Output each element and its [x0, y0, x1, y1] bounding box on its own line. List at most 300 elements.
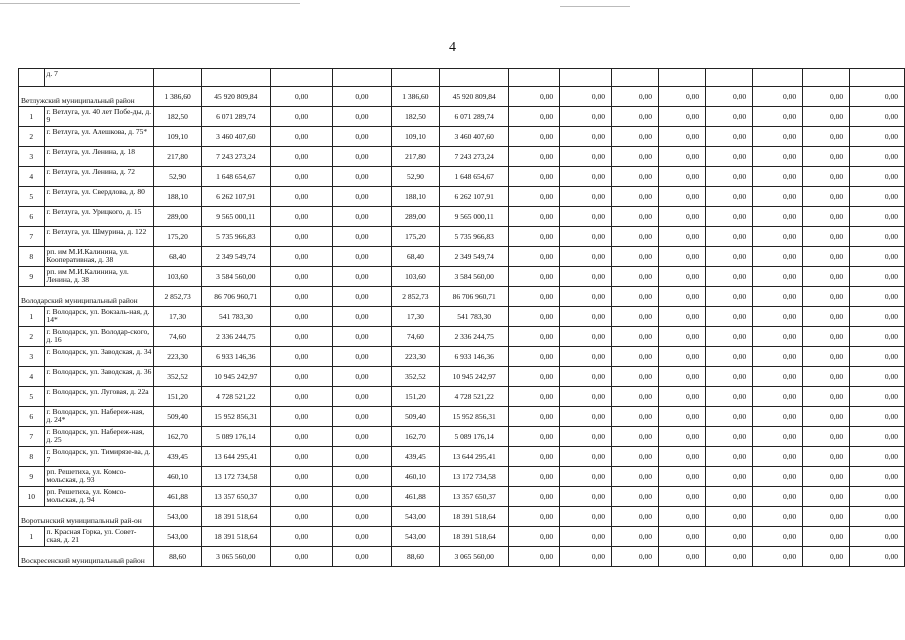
value-cell: 151,20 — [154, 387, 201, 407]
value-cell: 0,00 — [333, 487, 391, 507]
district-name-cell: Ветлужский муниципальный район — [19, 87, 154, 107]
address-cell: г. Ветлуга, ул. Алешкова, д. 75* — [44, 127, 154, 147]
row-number-cell: 1 — [19, 307, 45, 327]
value-cell: 0,00 — [803, 487, 850, 507]
value-cell: 0,00 — [333, 127, 391, 147]
value-cell: 217,80 — [391, 147, 439, 167]
value-cell: 103,60 — [154, 267, 201, 287]
value-cell — [612, 69, 659, 87]
value-cell: 0,00 — [509, 207, 560, 227]
row-number-cell: 3 — [19, 347, 45, 367]
value-cell: 439,45 — [154, 447, 201, 467]
value-cell: 6 933 146,36 — [201, 347, 270, 367]
value-cell: 0,00 — [270, 107, 332, 127]
value-cell: 0,00 — [850, 487, 905, 507]
value-cell: 0,00 — [560, 487, 612, 507]
value-cell: 0,00 — [560, 207, 612, 227]
value-cell: 0,00 — [270, 347, 332, 367]
value-cell: 223,30 — [154, 347, 201, 367]
value-cell: 13 172 734,58 — [201, 467, 270, 487]
value-cell: 0,00 — [333, 447, 391, 467]
group-total-row — [19, 547, 905, 567]
value-cell: 0,00 — [509, 127, 560, 147]
value-cell: 5 089 176,14 — [201, 427, 270, 447]
value-cell: 0,00 — [270, 447, 332, 467]
value-cell: 0,00 — [333, 167, 391, 187]
value-cell: 2 336 244,75 — [440, 327, 509, 347]
value-cell: 0,00 — [612, 387, 659, 407]
value-cell: 0,00 — [706, 467, 753, 487]
value-cell: 0,00 — [560, 147, 612, 167]
value-cell: 0,00 — [270, 507, 332, 527]
value-cell: 86 706 960,71 — [201, 287, 270, 307]
table-row — [19, 207, 905, 227]
value-cell: 0,00 — [333, 207, 391, 227]
value-cell: 0,00 — [753, 507, 803, 527]
value-cell: 0,00 — [612, 527, 659, 547]
value-cell: 0,00 — [753, 307, 803, 327]
value-cell: 0,00 — [560, 187, 612, 207]
value-cell: 0,00 — [560, 267, 612, 287]
value-cell: 6 071 289,74 — [201, 107, 270, 127]
value-cell: 461,88 — [391, 487, 439, 507]
row-number-cell: 5 — [19, 187, 45, 207]
district-name-cell: Володарский муниципальный район — [19, 287, 154, 307]
value-cell: 509,40 — [154, 407, 201, 427]
value-cell: 0,00 — [333, 247, 391, 267]
value-cell: 162,70 — [391, 427, 439, 447]
value-cell: 15 952 856,31 — [201, 407, 270, 427]
value-cell: 0,00 — [560, 547, 612, 567]
value-cell: 0,00 — [612, 367, 659, 387]
value-cell: 0,00 — [706, 407, 753, 427]
value-cell: 0,00 — [270, 467, 332, 487]
value-cell: 2 336 244,75 — [201, 327, 270, 347]
value-cell: 188,10 — [391, 187, 439, 207]
value-cell: 103,60 — [391, 267, 439, 287]
value-cell: 0,00 — [560, 327, 612, 347]
value-cell: 0,00 — [803, 367, 850, 387]
value-cell: 0,00 — [612, 507, 659, 527]
value-cell: 0,00 — [850, 267, 905, 287]
value-cell — [391, 69, 439, 87]
value-cell: 0,00 — [803, 347, 850, 367]
value-cell: 0,00 — [753, 247, 803, 267]
value-cell: 0,00 — [509, 307, 560, 327]
value-cell — [850, 69, 905, 87]
value-cell: 52,90 — [391, 167, 439, 187]
value-cell: 0,00 — [753, 547, 803, 567]
value-cell: 68,40 — [391, 247, 439, 267]
value-cell: 182,50 — [154, 107, 201, 127]
value-cell: 0,00 — [270, 327, 332, 347]
value-cell: 13 644 295,41 — [201, 447, 270, 467]
table-row — [19, 527, 905, 547]
value-cell: 0,00 — [659, 87, 706, 107]
value-cell: 0,00 — [659, 467, 706, 487]
value-cell: 0,00 — [659, 347, 706, 367]
value-cell: 0,00 — [270, 207, 332, 227]
value-cell: 0,00 — [509, 187, 560, 207]
value-cell: 188,10 — [154, 187, 201, 207]
value-cell: 3 460 407,60 — [201, 127, 270, 147]
table-row — [19, 487, 905, 507]
value-cell: 0,00 — [659, 107, 706, 127]
row-number-cell: 9 — [19, 467, 45, 487]
value-cell: 0,00 — [706, 507, 753, 527]
value-cell: 5 735 966,83 — [201, 227, 270, 247]
value-cell: 289,00 — [154, 207, 201, 227]
value-cell: 0,00 — [612, 227, 659, 247]
row-number-cell: 9 — [19, 267, 45, 287]
value-cell: 352,52 — [391, 367, 439, 387]
value-cell: 0,00 — [270, 287, 332, 307]
value-cell: 0,00 — [850, 367, 905, 387]
value-cell: 0,00 — [803, 187, 850, 207]
row-number-cell: 7 — [19, 427, 45, 447]
value-cell: 0,00 — [706, 327, 753, 347]
value-cell: 175,20 — [391, 227, 439, 247]
value-cell: 0,00 — [753, 227, 803, 247]
row-number-cell: 4 — [19, 367, 45, 387]
value-cell: 0,00 — [850, 167, 905, 187]
value-cell: 460,10 — [391, 467, 439, 487]
value-cell: 45 920 809,84 — [201, 87, 270, 107]
value-cell: 0,00 — [509, 407, 560, 427]
value-cell: 0,00 — [509, 107, 560, 127]
value-cell: 0,00 — [612, 147, 659, 167]
value-cell: 3 065 560,00 — [201, 547, 270, 567]
value-cell: 0,00 — [706, 267, 753, 287]
address-cell: г. Ветлуга, ул. Ленина, д. 72 — [44, 167, 154, 187]
value-cell: 0,00 — [612, 327, 659, 347]
value-cell: 0,00 — [612, 347, 659, 367]
value-cell: 0,00 — [850, 507, 905, 527]
value-cell: 0,00 — [560, 447, 612, 467]
value-cell: 0,00 — [270, 547, 332, 567]
address-cell: г. Володарск, ул. Володар-ского, д. 16 — [44, 327, 154, 347]
value-cell: 0,00 — [612, 107, 659, 127]
value-cell: 0,00 — [612, 207, 659, 227]
value-cell: 52,90 — [154, 167, 201, 187]
value-cell: 182,50 — [391, 107, 439, 127]
value-cell: 0,00 — [509, 327, 560, 347]
value-cell: 0,00 — [560, 367, 612, 387]
value-cell: 0,00 — [509, 267, 560, 287]
value-cell: 17,30 — [154, 307, 201, 327]
value-cell: 10 945 242,97 — [201, 367, 270, 387]
value-cell: 541 783,30 — [201, 307, 270, 327]
value-cell: 151,20 — [391, 387, 439, 407]
value-cell: 0,00 — [850, 527, 905, 547]
row-number-cell: 5 — [19, 387, 45, 407]
value-cell: 0,00 — [560, 247, 612, 267]
address-cell: г. Ветлуга, ул. Урицкого, д. 15 — [44, 207, 154, 227]
value-cell: 0,00 — [706, 427, 753, 447]
table-row — [19, 367, 905, 387]
value-cell: 0,00 — [659, 527, 706, 547]
row-number-cell: 1 — [19, 107, 45, 127]
value-cell: 1 648 654,67 — [201, 167, 270, 187]
row-number-cell: 1 — [19, 527, 45, 547]
value-cell: 0,00 — [659, 127, 706, 147]
value-cell: 6 262 107,91 — [201, 187, 270, 207]
value-cell: 0,00 — [850, 327, 905, 347]
table-row — [19, 247, 905, 267]
value-cell: 0,00 — [706, 87, 753, 107]
value-cell: 0,00 — [803, 107, 850, 127]
group-total-row — [19, 507, 905, 527]
value-cell: 2 349 549,74 — [440, 247, 509, 267]
value-cell: 0,00 — [803, 427, 850, 447]
value-cell: 0,00 — [803, 407, 850, 427]
value-cell: 4 728 521,22 — [201, 387, 270, 407]
value-cell: 0,00 — [659, 207, 706, 227]
value-cell: 0,00 — [706, 247, 753, 267]
value-cell: 0,00 — [753, 407, 803, 427]
value-cell: 0,00 — [659, 267, 706, 287]
address-cell: рп. им М.И.Калинина, ул. Ленина, д. 38 — [44, 267, 154, 287]
value-cell: 0,00 — [659, 307, 706, 327]
table-row — [19, 267, 905, 287]
value-cell: 0,00 — [753, 267, 803, 287]
value-cell — [509, 69, 560, 87]
row-number-cell: 10 — [19, 487, 45, 507]
value-cell: 0,00 — [706, 287, 753, 307]
address-cell: г. Володарск, ул. Заводская, д. 34 — [44, 347, 154, 367]
value-cell: 0,00 — [270, 247, 332, 267]
value-cell: 0,00 — [706, 147, 753, 167]
value-cell — [154, 69, 201, 87]
value-cell: 0,00 — [270, 187, 332, 207]
value-cell: 13 357 650,37 — [201, 487, 270, 507]
value-cell: 0,00 — [850, 107, 905, 127]
row-number-cell: 3 — [19, 147, 45, 167]
address-cell: г. Володарск, ул. Заводская, д. 36 — [44, 367, 154, 387]
value-cell: 0,00 — [659, 367, 706, 387]
value-cell: 13 172 734,58 — [440, 467, 509, 487]
value-cell: 0,00 — [803, 247, 850, 267]
value-cell: 0,00 — [850, 407, 905, 427]
value-cell: 0,00 — [509, 527, 560, 547]
value-cell: 109,10 — [154, 127, 201, 147]
table-row — [19, 327, 905, 347]
value-cell: 0,00 — [803, 127, 850, 147]
value-cell: 0,00 — [612, 127, 659, 147]
value-cell: 13 644 295,41 — [440, 447, 509, 467]
value-cell: 0,00 — [659, 167, 706, 187]
group-total-row — [19, 87, 905, 107]
value-cell: 0,00 — [560, 107, 612, 127]
value-cell: 6 933 146,36 — [440, 347, 509, 367]
value-cell: 68,40 — [154, 247, 201, 267]
value-cell — [753, 69, 803, 87]
value-cell: 0,00 — [659, 407, 706, 427]
value-cell: 0,00 — [803, 507, 850, 527]
value-cell: 0,00 — [753, 427, 803, 447]
value-cell: 0,00 — [803, 167, 850, 187]
value-cell: 2 349 549,74 — [201, 247, 270, 267]
value-cell: 0,00 — [509, 367, 560, 387]
value-cell: 0,00 — [612, 287, 659, 307]
value-cell: 0,00 — [560, 527, 612, 547]
value-cell: 0,00 — [803, 387, 850, 407]
value-cell: 9 565 000,11 — [440, 207, 509, 227]
value-cell: 223,30 — [391, 347, 439, 367]
value-cell: 289,00 — [391, 207, 439, 227]
value-cell: 0,00 — [803, 307, 850, 327]
value-cell: 0,00 — [270, 427, 332, 447]
value-cell: 0,00 — [612, 247, 659, 267]
table-row — [19, 427, 905, 447]
value-cell: 175,20 — [154, 227, 201, 247]
value-cell: 0,00 — [753, 207, 803, 227]
value-cell: 0,00 — [333, 427, 391, 447]
address-cell: рп. Решетиха, ул. Комсо-мольская, д. 94 — [44, 487, 154, 507]
address-cell: г. Володарск, ул. Набереж-ная, д. 24* — [44, 407, 154, 427]
value-cell: 543,00 — [154, 527, 201, 547]
value-cell: 0,00 — [333, 187, 391, 207]
address-cell: г. Ветлуга, ул. 40 лет Побе-ды, д. 9 — [44, 107, 154, 127]
value-cell: 0,00 — [560, 227, 612, 247]
value-cell: 7 243 273,24 — [201, 147, 270, 167]
value-cell: 86 706 960,71 — [440, 287, 509, 307]
value-cell: 0,00 — [270, 367, 332, 387]
value-cell: 0,00 — [270, 127, 332, 147]
value-cell: 460,10 — [154, 467, 201, 487]
address-cell: г. Ветлуга, ул. Ленина, д. 18 — [44, 147, 154, 167]
group-total-row — [19, 287, 905, 307]
table-row — [19, 167, 905, 187]
value-cell: 0,00 — [803, 207, 850, 227]
value-cell: 0,00 — [659, 487, 706, 507]
address-cell: рп. им М.И.Калинина, ул. Кооперативная, д. 38 — [44, 247, 154, 267]
value-cell: 0,00 — [509, 447, 560, 467]
value-cell: 0,00 — [560, 287, 612, 307]
value-cell: 18 391 518,64 — [440, 507, 509, 527]
value-cell — [659, 69, 706, 87]
value-cell: 0,00 — [850, 467, 905, 487]
value-cell: 0,00 — [333, 267, 391, 287]
value-cell: 0,00 — [753, 287, 803, 307]
value-cell: 543,00 — [391, 507, 439, 527]
address-cell: г. Володарск, ул. Набереж-ная, д. 25 — [44, 427, 154, 447]
row-number-cell: 6 — [19, 407, 45, 427]
table-row — [19, 227, 905, 247]
value-cell: 0,00 — [803, 87, 850, 107]
table-row — [19, 69, 905, 87]
value-cell: 3 460 407,60 — [440, 127, 509, 147]
value-cell: 509,40 — [391, 407, 439, 427]
value-cell: 541 783,30 — [440, 307, 509, 327]
value-cell: 88,60 — [154, 547, 201, 567]
value-cell: 0,00 — [509, 387, 560, 407]
value-cell: 0,00 — [706, 527, 753, 547]
address-cell: рп. Решетиха, ул. Комсо-мольская, д. 93 — [44, 467, 154, 487]
value-cell: 45 920 809,84 — [440, 87, 509, 107]
value-cell: 0,00 — [509, 87, 560, 107]
value-cell: 0,00 — [753, 527, 803, 547]
value-cell: 0,00 — [753, 87, 803, 107]
scan-edge-line — [560, 6, 630, 7]
value-cell: 461,88 — [154, 487, 201, 507]
data-table — [18, 68, 905, 567]
row-number-cell: 8 — [19, 447, 45, 467]
value-cell: 0,00 — [612, 187, 659, 207]
value-cell: 0,00 — [659, 327, 706, 347]
value-cell: 0,00 — [333, 367, 391, 387]
row-number-cell: 4 — [19, 167, 45, 187]
value-cell: 0,00 — [612, 267, 659, 287]
value-cell: 0,00 — [560, 127, 612, 147]
value-cell: 0,00 — [659, 287, 706, 307]
table-row — [19, 147, 905, 167]
value-cell: 0,00 — [612, 87, 659, 107]
value-cell: 109,10 — [391, 127, 439, 147]
value-cell: 5 735 966,83 — [440, 227, 509, 247]
value-cell: 0,00 — [333, 527, 391, 547]
address-cell: д. 7 — [44, 69, 154, 87]
value-cell: 0,00 — [803, 287, 850, 307]
value-cell: 0,00 — [706, 447, 753, 467]
value-cell: 88,60 — [391, 547, 439, 567]
value-cell: 0,00 — [659, 147, 706, 167]
address-cell: г. Ветлуга, ул. Шмурина, д. 122 — [44, 227, 154, 247]
value-cell: 0,00 — [659, 507, 706, 527]
table-row — [19, 307, 905, 327]
address-cell: г. Володарск, ул. Тимирязе-ва, д. 7 — [44, 447, 154, 467]
row-number-cell: 6 — [19, 207, 45, 227]
value-cell: 0,00 — [333, 387, 391, 407]
value-cell: 0,00 — [612, 427, 659, 447]
value-cell: 0,00 — [850, 547, 905, 567]
value-cell: 0,00 — [850, 427, 905, 447]
value-cell: 0,00 — [850, 147, 905, 167]
value-cell: 0,00 — [333, 307, 391, 327]
value-cell: 0,00 — [560, 87, 612, 107]
value-cell: 0,00 — [753, 347, 803, 367]
row-number-cell — [19, 69, 45, 87]
value-cell: 0,00 — [803, 467, 850, 487]
value-cell: 0,00 — [706, 187, 753, 207]
value-cell: 7 243 273,24 — [440, 147, 509, 167]
value-cell: 0,00 — [509, 427, 560, 447]
value-cell: 543,00 — [391, 527, 439, 547]
value-cell: 0,00 — [333, 467, 391, 487]
value-cell: 0,00 — [659, 427, 706, 447]
value-cell — [201, 69, 270, 87]
value-cell: 0,00 — [706, 387, 753, 407]
value-cell — [803, 69, 850, 87]
value-cell: 0,00 — [850, 307, 905, 327]
value-cell: 0,00 — [612, 467, 659, 487]
value-cell: 3 584 560,00 — [201, 267, 270, 287]
value-cell: 0,00 — [270, 407, 332, 427]
value-cell: 0,00 — [560, 507, 612, 527]
value-cell: 0,00 — [753, 147, 803, 167]
value-cell: 0,00 — [509, 507, 560, 527]
value-cell: 0,00 — [270, 527, 332, 547]
value-cell: 0,00 — [659, 447, 706, 467]
value-cell: 0,00 — [509, 467, 560, 487]
value-cell: 0,00 — [706, 107, 753, 127]
district-name-cell: Воротынский муниципальный рай-он — [19, 507, 154, 527]
value-cell: 0,00 — [753, 107, 803, 127]
value-cell: 0,00 — [659, 247, 706, 267]
table-row — [19, 127, 905, 147]
value-cell: 0,00 — [753, 187, 803, 207]
value-cell: 74,60 — [391, 327, 439, 347]
